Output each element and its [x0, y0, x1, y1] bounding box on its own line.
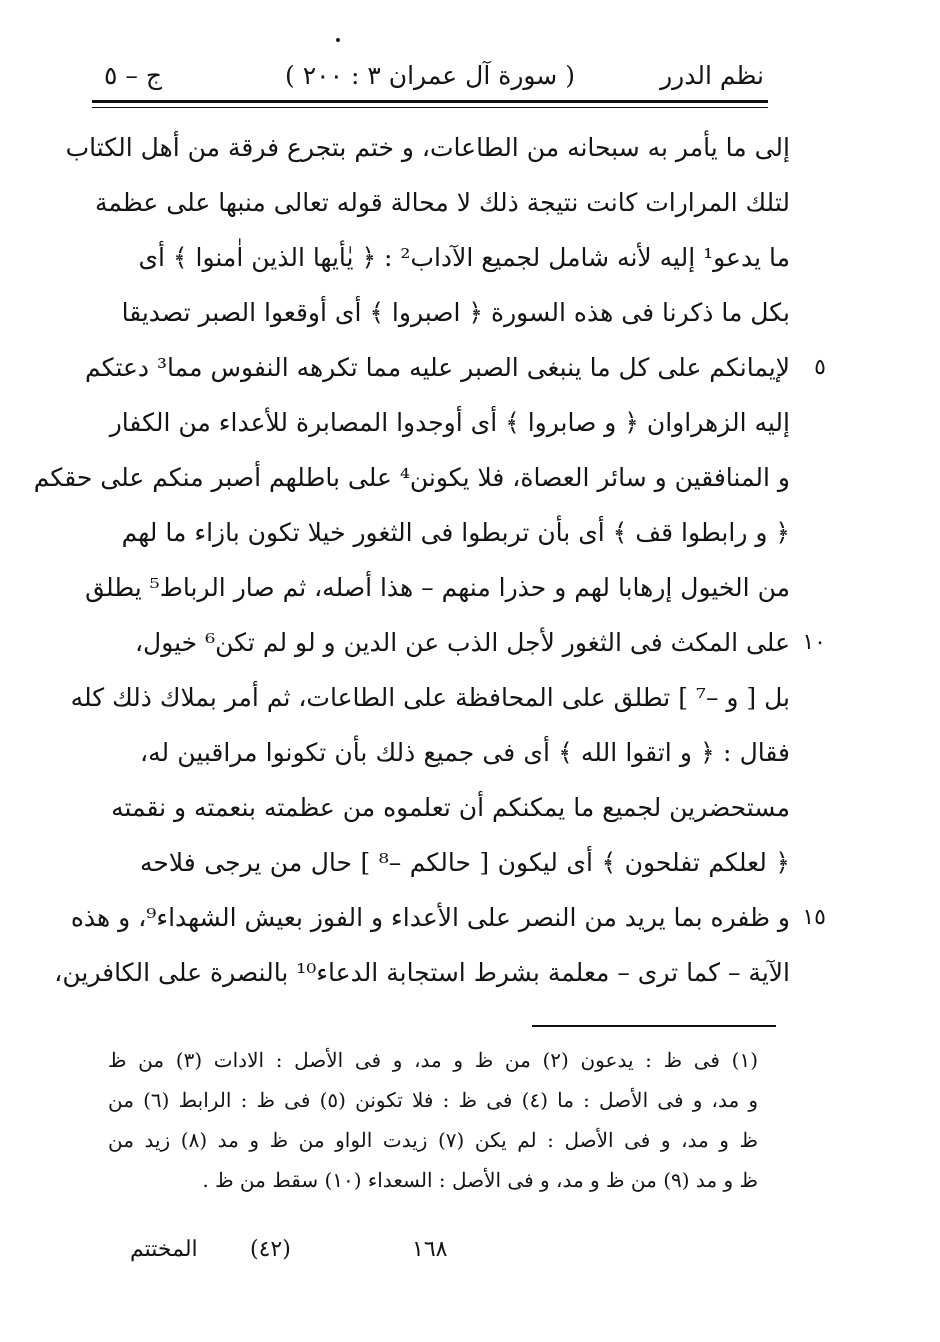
text-line [100, 835, 790, 890]
text-line [100, 615, 826, 670]
text-line [70, 670, 790, 725]
line-text: فقال : ﴿ و اتقوا الله ﴾ أى فى جميع ذلك بأن تكونوا مراقبين له، [140, 738, 790, 767]
text-line [54, 945, 790, 1000]
footnote-line: ظ و مد (٩) من ظ و مد، و فى الأصل : السعداء (١٠) سقط من ظ . [202, 1168, 758, 1192]
header-rule-thick [92, 100, 768, 103]
header-rule-thin [92, 107, 768, 108]
page-footer [130, 1232, 770, 1268]
line-text: لتلك المرارات كانت نتيجة ذلك لا محالة قوله تعالى منبها على عظمة [95, 188, 790, 217]
footnote-line: (١) فى ظ : يدعون (٢) من ظ و مد، و فى الأصل : الادات (٣) من ظ [108, 1048, 758, 1072]
catchword: المختتم [130, 1237, 198, 1262]
text-line [65, 120, 790, 175]
text-line [95, 175, 790, 230]
book-title: نظم الدرر [660, 61, 764, 90]
footnote-line: ظ و مد، و فى الأصل : لم يكن (٧) زيدت الواو من ظ و مد (٨) زيد من [108, 1128, 758, 1152]
signature-mark: (٤٢) [250, 1237, 291, 1262]
text-line [100, 780, 790, 835]
line-text: ﴿ و رابطوا قف ﴾ أى بأن تربطوا فى الثغور خيلا تكون بازاء ما لهم [121, 518, 790, 547]
line-text: الآية – كما ترى – معلمة بشرط استجابة الدعاء¹⁰ بالنصرة على الكافرين، [54, 958, 790, 987]
text-line [100, 505, 790, 560]
part-number: ج – ٥ [104, 61, 162, 90]
text-line [70, 890, 826, 945]
text-line [100, 725, 790, 780]
line-text: على المكث فى الثغور لأجل الذب عن الدين و لو لم تكن⁶ خيول، [134, 628, 790, 657]
line-text: إلى ما يأمر به سبحانه من الطاعات، و ختم بتجرع فرقة من أهل الكتاب [65, 133, 790, 162]
line-number: ١٥ [802, 905, 826, 930]
line-text: إليه الزهراوان ﴿ و صابروا ﴾ أى أوجدوا المصابرة للأعداء من الكفار [109, 408, 790, 437]
page-number: ١٦٨ [412, 1237, 448, 1262]
line-text: و ظفره بما يريد من النصر على الأعداء و الفوز بعيش الشهداء⁹، و هذه [70, 903, 790, 932]
text-line [100, 230, 790, 285]
main-text [33, 120, 826, 1000]
running-header [96, 56, 764, 96]
text-line [85, 340, 826, 395]
footnotes [108, 1040, 758, 1200]
ink-dot [336, 38, 340, 42]
text-line [33, 450, 790, 505]
line-text: بل [ و –⁷ ] تطلق على المحافظة على الطاعات، ثم أمر بملاك ذلك كله [70, 683, 790, 712]
footnote-line: و مد، و فى الأصل : ما (٤) فى ظ : فلا تكونن (٥) فى ظ : الرابط (٦) من [108, 1088, 759, 1112]
line-text: مستحضرين لجميع ما يمكنكم أن تعلموه من عظمته بنعمته و نقمته [111, 793, 790, 822]
line-text: و المنافقين و سائر العصاة، فلا يكونن⁴ على باطلهم أصبر منكم على حقكم [33, 463, 790, 492]
line-text: بكل ما ذكرنا فى هذه السورة ﴿ اصبروا ﴾ أى أوقعوا الصبر تصديقا [121, 298, 790, 327]
line-text: لإيمانكم على كل ما ينبغى الصبر عليه مما تكرهه النفوس مما³ دعتكم [85, 353, 790, 382]
line-text: من الخيول إرهابا لهم و حذرا منهم – هذا أصله، ثم صار الرباط⁵ يطلق [85, 573, 790, 602]
line-text: ﴿ لعلكم تفلحون ﴾ أى ليكون [ حالكم –⁸ ] حال من يرجى فلاحه [140, 848, 790, 877]
footnote-rule [532, 1025, 776, 1027]
text-line [100, 285, 790, 340]
line-text: ما يدعو¹ إليه لأنه شامل لجميع الآداب² : ﴿ يٰأيها الذين اٰمنوا ﴾ أى [138, 243, 790, 272]
text-line [85, 560, 790, 615]
line-number: ٥ [814, 355, 826, 380]
surah-reference: ( سورة آل عمران ٣ : ٢٠٠ ) [285, 61, 575, 90]
text-line [100, 395, 790, 450]
line-number: ١٠ [802, 630, 826, 655]
